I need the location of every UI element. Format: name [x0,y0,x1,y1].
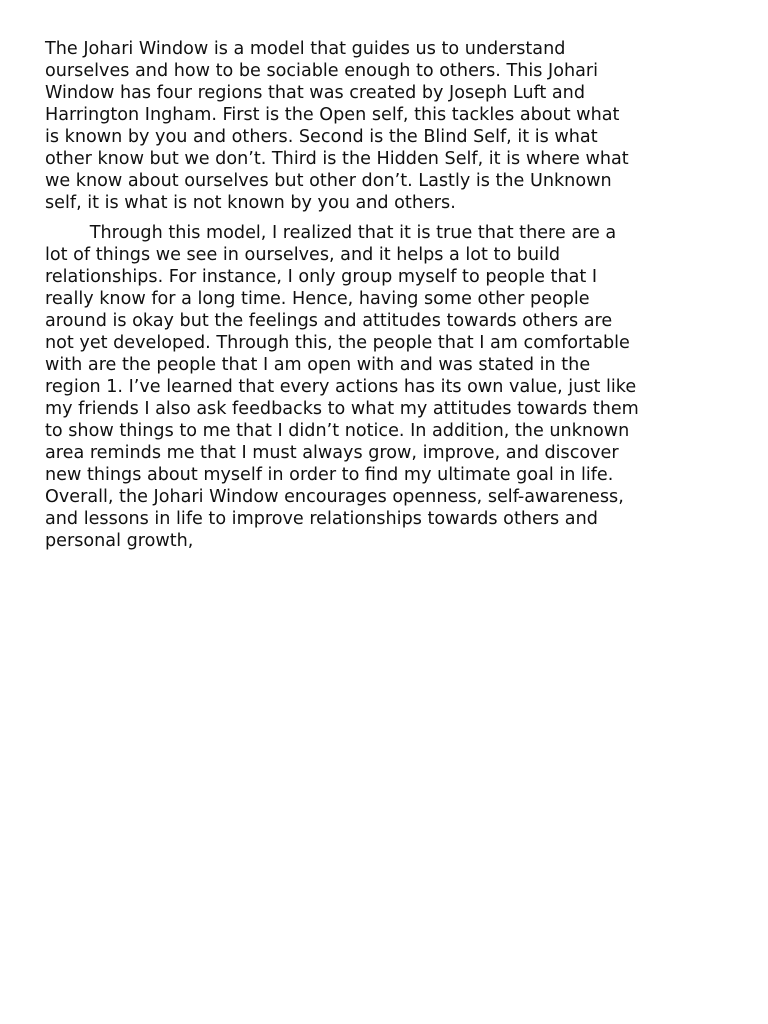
document-body [45,38,725,552]
paragraph-2: Through this model, I realized that it is true that there are a lot of things we see in ourselves, and it helps a lot to build relationships. For instance, I only group myself to people that I really know for a long time. Hence, having some other people around is okay but the feelings and attitudes towards others are not yet developed. Through this, the people that I am comfortable with are the people that I am open with and was stated in the region 1. I’ve learned that every actions has its own value, just like my friends I also ask feedbacks to what my attitudes towards them to show things to me that I didn’t notice. In addition, the unknown area reminds me that I must always grow, improve, and discover new things about myself in order to find my ultimate goal in life. Overall, the Johari Window encourages openness, self-awareness, and lessons in life to improve relationships towards others and personal growth, [45,223,639,551]
paragraph-1: The Johari Window is a model that guides us to understand ourselves and how to be sociable enough to others. This Johari Window has four regions that was created by Joseph Luft and Harrington Ingham. First is the Open self, this tackles about what is known by you and others. Second is the Blind Self, it is what other know but we don’t. Third is the Hidden Self, it is where what we know about ourselves but other don’t. Lastly is the Unknown self, it is what is not known by you and others. [45,39,629,213]
